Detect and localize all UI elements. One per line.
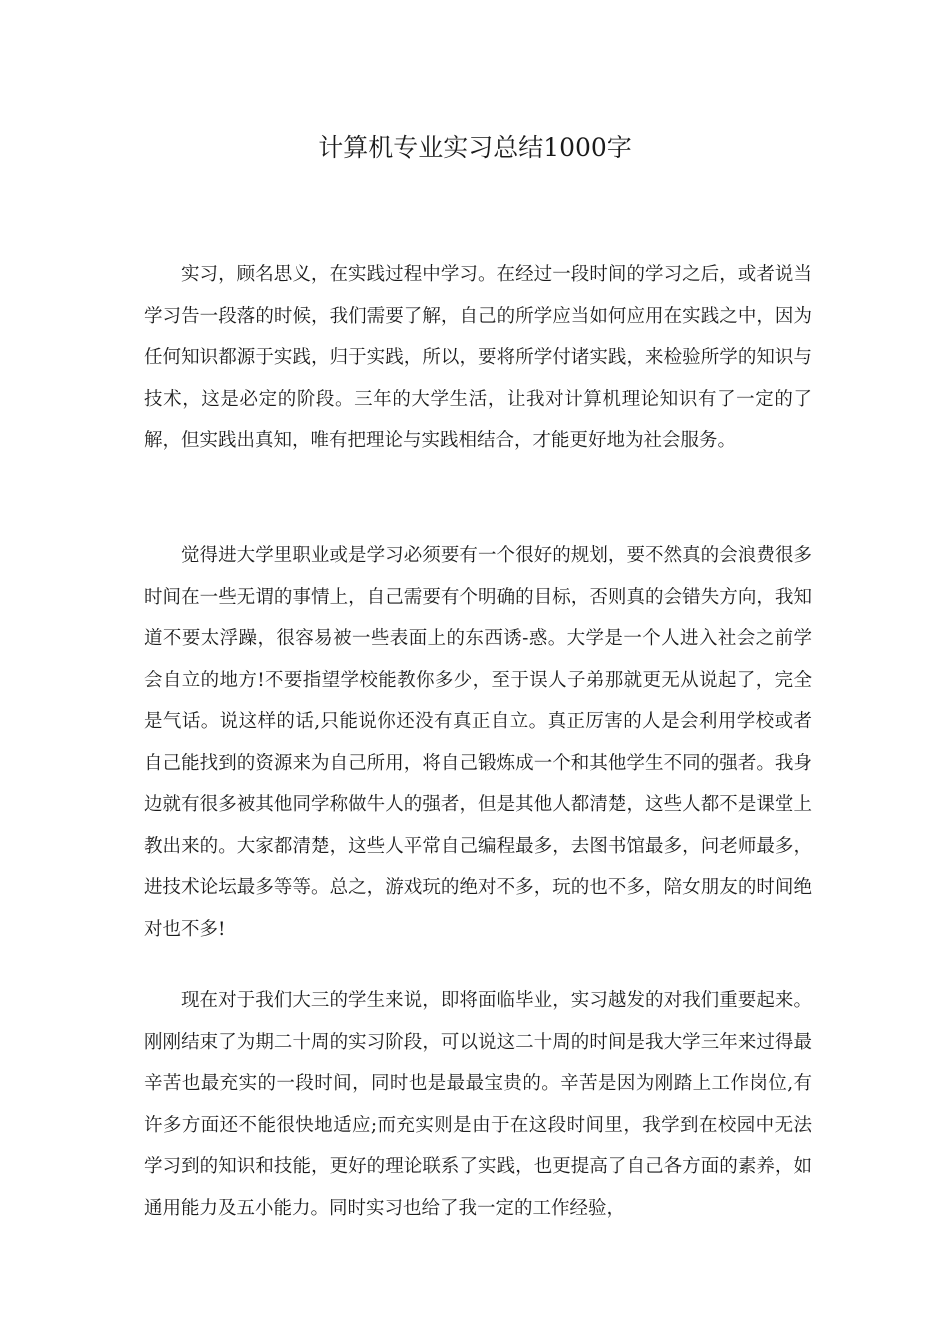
paragraph-1: 实习，顾名思义，在实践过程中学习。在经过一段时间的学习之后，或者说当学习告一段落的时候，我们需要了解，自己的所学应当如何应用在实践之中，因为任何知识都源于实践，归于实践，所以，要将所学付诸实践，来检验所学的知识与技术，这是必定的阶段。三年的大学生活，让我对计算机理论知识有了一定的了解，但实践出真知，唯有把理论与实践相结合，才能更好地为社会服务。: [144, 264, 812, 451]
paragraph-2: 觉得进大学里职业或是学习必须要有一个很好的规划，要不然真的会浪费很多时间在一些无谓的事情上，自己需要有个明确的目标，否则真的会错失方向，我知道不要太浮躁，很容易被一些表面上的东西诱-惑。大学是一个人进入社会之前学会自立的地方!不要指望学校能教你多少，至于误人子弟那就更无从说起了，完全是气话。说这样的话,只能说你还没有真正自立。真正厉害的人是会利用学校或者自己能找到的资源来为自己所用，将自己锻炼成一个和其他学生不同的强者。我身边就有很多被其他同学称做牛人的强者，但是其他人都清楚，这些人都不是课堂上教出来的。大家都清楚，这些人平常自己编程最多，去图书馆最多，问老师最多，进技术论坛最多等等。总之，游戏玩的绝对不多，玩的也不多，陪女朋友的时间绝对也不多!: [144, 545, 812, 940]
paragraph-3: 现在对于我们大三的学生来说，即将面临毕业，实习越发的对我们重要起来。刚刚结束了为期二十周的实习阶段，可以说这二十周的时间是我大学三年来过得最辛苦也最充实的一段时间，同时也是最最宝贵的。辛苦是因为刚踏上工作岗位,有许多方面还不能很快地适应;而充实则是由于在这段时间里，我学到在校园中无法学习到的知识和技能，更好的理论联系了实践，也更提高了自己各方面的素养，如通用能力及五小能力。同时实习也给了我一定的工作经验，: [144, 990, 812, 1219]
document-title: 计算机专业实习总结1000字: [318, 133, 632, 162]
